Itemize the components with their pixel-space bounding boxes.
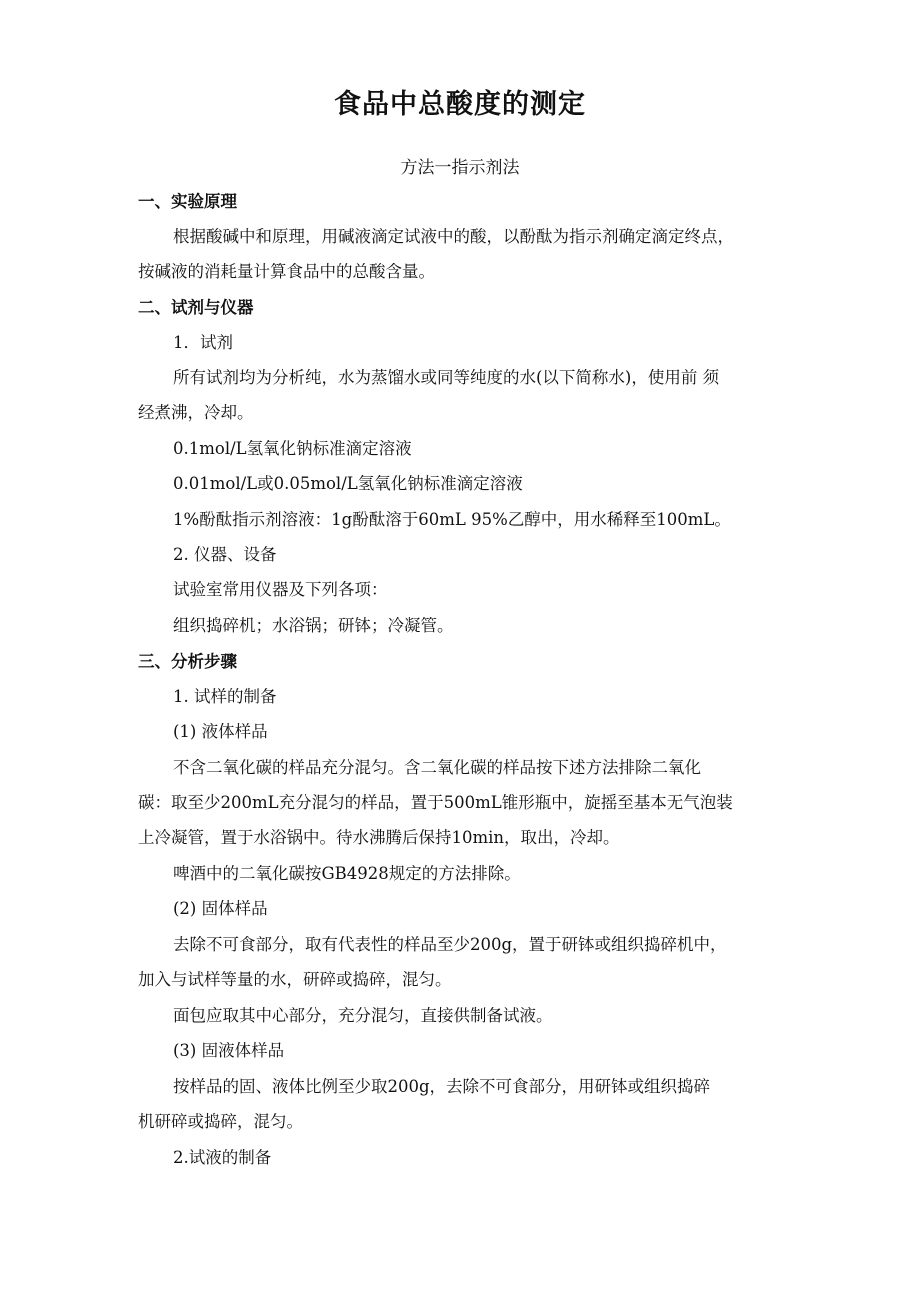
paragraph-line: 组织捣碎机；水浴锅；研钵；冷凝管。	[173, 616, 454, 635]
paragraph-line: 2.试液的制备	[173, 1148, 272, 1167]
paragraph-line: 经煮沸，冷却。	[138, 403, 254, 422]
paragraph-line: 0.1mol/L氢氧化钠标准滴定溶液	[173, 439, 412, 458]
paragraph-line: 0.01mol/L或0.05mol/L氢氧化钠标准滴定溶液	[173, 474, 523, 493]
method-subtitle: 方法一指示剂法	[400, 158, 520, 178]
section-heading: 三、分析步骤	[138, 652, 237, 671]
paragraph-line: 1%酚酞指示剂溶液：1g酚酞溶于60mL 95%乙醇中，用水稀释至100mL。	[173, 510, 731, 529]
section-heading: 一、实验原理	[138, 192, 237, 211]
paragraph-line: 去除不可食部分，取有代表性的样品至少200g，置于研钵或组织捣碎机中，	[173, 935, 727, 954]
paragraph-line: 碳：取至少200mL充分混匀的样品，置于500mL锥形瓶中，旋摇至基本无气泡装	[138, 793, 733, 812]
paragraph-line: 按样品的固、液体比例至少取200g，去除不可食部分，用研钵或组织捣碎	[173, 1077, 711, 1096]
paragraph-line: 按碱液的消耗量计算食品中的总酸含量。	[138, 262, 435, 281]
paragraph-line: 所有试剂均为分析纯，水为蒸馏水或同等纯度的水(以下简称水)，使用前 须	[173, 368, 720, 387]
paragraph-line: 2. 仪器、设备	[173, 545, 277, 564]
paragraph-line: 机研碎或捣碎，混匀。	[138, 1112, 303, 1131]
paragraph-line: (3) 固液体样品	[173, 1041, 285, 1060]
paragraph-line: 试验室常用仪器及下列各项：	[173, 580, 388, 599]
paragraph-line: (1) 液体样品	[173, 722, 268, 741]
document-title: 食品中总酸度的测定	[334, 89, 586, 120]
paragraph-line: 1. 试样的制备	[173, 687, 277, 706]
section-heading: 二、试剂与仪器	[138, 298, 254, 317]
paragraph-line: 啤酒中的二氧化碳按GB4928规定的方法排除。	[173, 864, 521, 883]
paragraph-line: 面包应取其中心部分，充分混匀，直接供制备试液。	[173, 1006, 553, 1025]
paragraph-line: 根据酸碱中和原理，用碱液滴定试液中的酸，以酚酞为指示剂确定滴定终点，	[173, 227, 734, 246]
paragraph-line: 上冷凝管，置于水浴锅中。待水沸腾后保持10min，取出，冷却。	[138, 828, 620, 847]
paragraph-line: (2) 固体样品	[173, 899, 268, 918]
paragraph-line: 加入与试样等量的水，研碎或捣碎，混匀。	[138, 970, 452, 989]
paragraph-line: 不含二氧化碳的样品充分混匀。含二氧化碳的样品按下述方法排除二氧化	[173, 758, 701, 777]
paragraph-line: 1．试剂	[173, 333, 233, 352]
